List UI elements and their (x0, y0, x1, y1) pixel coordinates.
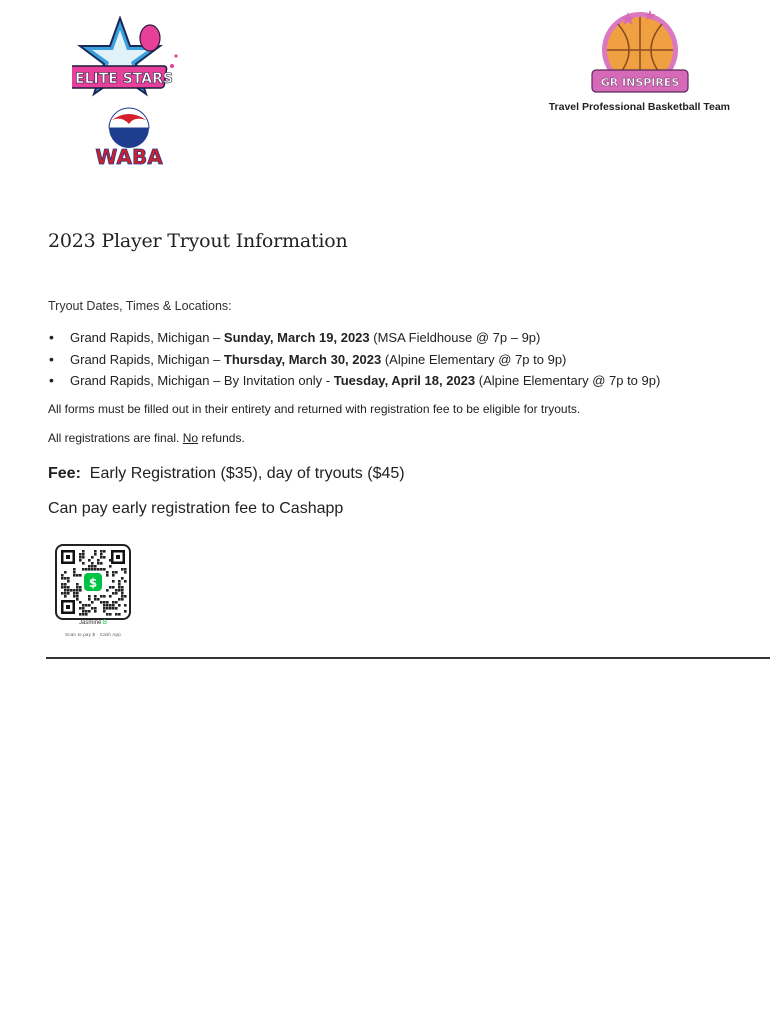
waba-logo-text: WABA (95, 145, 163, 169)
fee-text: Early Registration ($35), day of tryouts ($45) (80, 465, 405, 482)
gr-logo-text: GR INSPIRES (600, 76, 680, 89)
tryout-date: Tuesday, April 18, 2023 (333, 373, 476, 388)
fee-label: Fee: (48, 465, 81, 482)
gr-inspires-logo (588, 10, 692, 98)
tryout-venue: (MSA Fieldhouse @ 7p – 9p) (369, 330, 541, 345)
tryout-list (48, 327, 748, 392)
tryout-item (48, 370, 748, 392)
tryout-date: Sunday, March 19, 2023 (223, 330, 370, 345)
tryout-location: Grand Rapids, Michigan – (70, 330, 224, 345)
page-title: 2023 Player Tryout Information (48, 230, 348, 252)
divider-line (46, 657, 770, 659)
tryout-location: Grand Rapids, Michigan – By Invitation only - (70, 373, 334, 388)
cashapp-instruction: Can pay early registration fee to Cashapp (48, 500, 344, 517)
forms-note: All forms must be filled out in their entirety and returned with registration fee to be eligible for tryouts. (48, 402, 581, 416)
refund-policy-note: All registrations are final. No refunds. (48, 431, 245, 445)
waba-logo (92, 106, 166, 172)
elite-stars-logo (72, 16, 184, 98)
tryout-dates-heading: Tryout Dates, Times & Locations: (48, 299, 232, 313)
svg-text:$: $ (88, 576, 98, 590)
no-refunds-emphasis: No (182, 431, 199, 445)
tryout-date: Thursday, March 30, 2023 (223, 351, 382, 367)
qr-payee-name: Jasmine B (78, 620, 108, 626)
cashapp-b-icon: B (103, 620, 108, 626)
qr-code[interactable] (55, 544, 131, 620)
tryout-item (48, 327, 748, 349)
tryout-venue: (Alpine Elementary @ 7p to 9p) (475, 373, 661, 388)
tryout-location: Grand Rapids, Michigan – (70, 351, 224, 367)
qr-handle: Scan to pay $ · Cash App (65, 632, 121, 637)
tryout-item (48, 349, 748, 371)
team-caption: Travel Professional Basketball Team (548, 101, 730, 113)
cashapp-qr-card[interactable] (52, 542, 132, 646)
elite-logo-text: ELITE STARS (75, 71, 173, 87)
fee-line (48, 465, 405, 483)
tryout-venue: (Alpine Elementary @ 7p to 9p) (381, 351, 567, 367)
